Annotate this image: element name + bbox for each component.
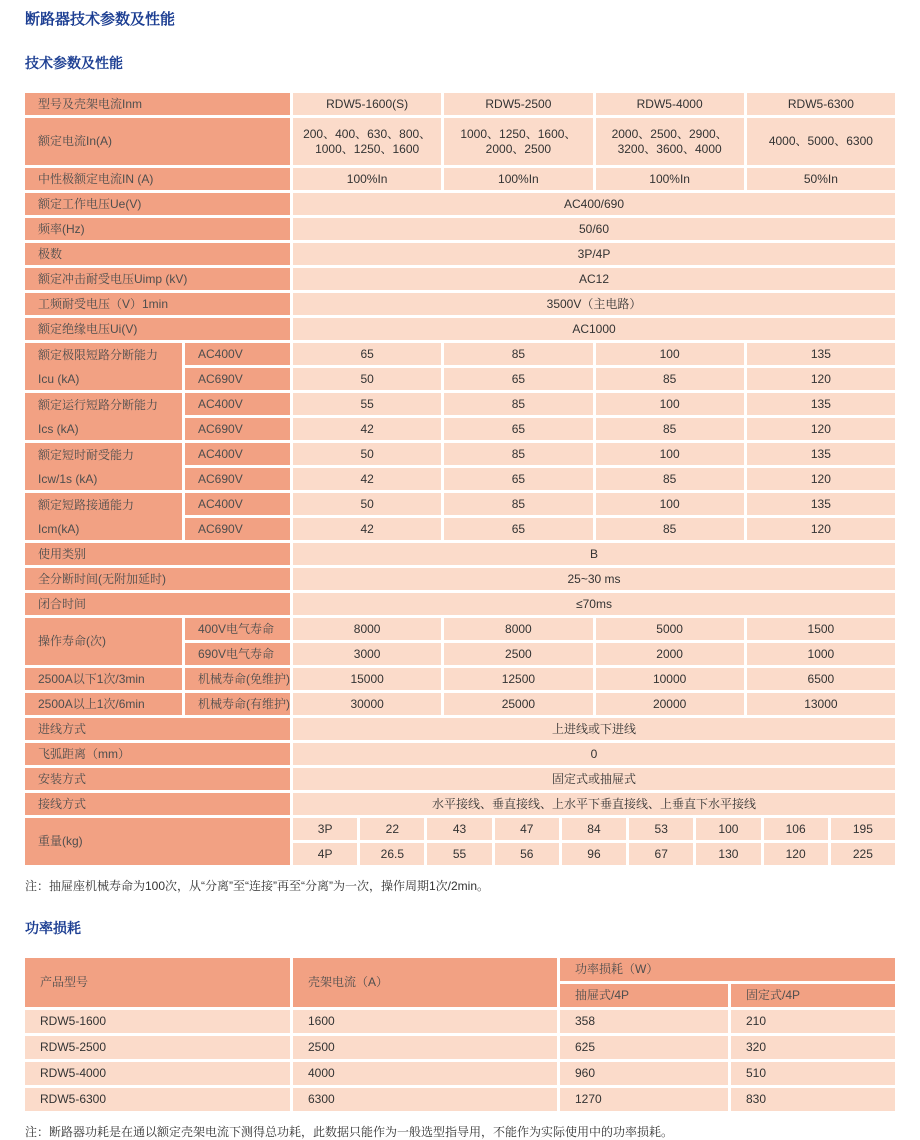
row-label-line2: Icu (kA) bbox=[38, 372, 80, 386]
fixed-loss-cell: 510 bbox=[731, 1062, 895, 1085]
value-cell: 2000、2500、2900、3200、3600、4000 bbox=[596, 118, 744, 165]
table-row bbox=[25, 118, 895, 165]
value-cell: 水平接线、垂直接线、上水平下垂直接线、上垂直下水平接线 bbox=[293, 793, 895, 815]
value-cell: 5000 bbox=[596, 618, 744, 640]
value-cell: 65 bbox=[444, 418, 592, 440]
value-cell: 固定式或抽屉式 bbox=[293, 768, 895, 790]
value-cell: 100%In bbox=[293, 168, 441, 190]
table-row-group bbox=[25, 343, 895, 390]
value-cell: ≤70ms bbox=[293, 593, 895, 615]
value-cell: 50%In bbox=[747, 168, 895, 190]
drawer-loss-cell: 625 bbox=[560, 1036, 728, 1059]
column-header: 固定式/4P bbox=[731, 984, 895, 1007]
table-row bbox=[25, 793, 895, 815]
row-label: 进线方式 bbox=[25, 718, 290, 740]
table-row bbox=[25, 693, 895, 715]
value-cell: 135 bbox=[747, 493, 895, 515]
value-cell: AC12 bbox=[293, 268, 895, 290]
row-label: 2500A以下1次/3min bbox=[25, 668, 182, 690]
column-header: 壳架电流（A） bbox=[293, 958, 557, 1007]
model-cell: RDW5-6300 bbox=[25, 1088, 290, 1111]
value-cell: 25~30 ms bbox=[293, 568, 895, 590]
sub-label: AC690V bbox=[185, 468, 290, 490]
table2-note: 注：断路器功耗是在通以额定壳架电流下测得总功耗，此数据只能作为一般选型指导用，不能作为实际使用中的功率损耗。 bbox=[25, 1125, 674, 1139]
frame-current-cell: 6300 bbox=[293, 1088, 557, 1111]
model-header: RDW5-1600(S) bbox=[293, 93, 441, 115]
value-cell: 56 bbox=[495, 843, 559, 865]
table-row bbox=[25, 768, 895, 790]
value-cell: 200、400、630、800、1000、1250、1600 bbox=[293, 118, 441, 165]
fixed-loss-cell: 210 bbox=[731, 1010, 895, 1033]
table-row bbox=[25, 193, 895, 215]
row-label-line2: Ics (kA) bbox=[38, 422, 79, 436]
table-row-group bbox=[25, 393, 895, 440]
value-cell: 20000 bbox=[596, 693, 744, 715]
table-row bbox=[25, 268, 895, 290]
sub-label: AC400V bbox=[185, 493, 290, 515]
row-label bbox=[25, 393, 182, 440]
row-label: 闭合时间 bbox=[25, 593, 290, 615]
table-row-group bbox=[25, 618, 895, 665]
value-cell: 50/60 bbox=[293, 218, 895, 240]
value-cell: 130 bbox=[696, 843, 760, 865]
drawer-loss-cell: 1270 bbox=[560, 1088, 728, 1111]
value-cell: 120 bbox=[747, 368, 895, 390]
value-cell: 120 bbox=[747, 418, 895, 440]
value-cell: 85 bbox=[596, 518, 744, 540]
column-header: 抽屉式/4P bbox=[560, 984, 728, 1007]
fixed-loss-cell: 320 bbox=[731, 1036, 895, 1059]
row-label bbox=[25, 443, 182, 490]
value-cell: 100 bbox=[596, 393, 744, 415]
sub-label: 690V电气寿命 bbox=[185, 643, 290, 665]
value-cell: AC400/690 bbox=[293, 193, 895, 215]
value-cell: 47 bbox=[495, 818, 559, 840]
row-label: 额定绝缘电压Ui(V) bbox=[25, 318, 290, 340]
value-cell: 1000 bbox=[747, 643, 895, 665]
value-cell: 135 bbox=[747, 393, 895, 415]
value-cell: 2500 bbox=[444, 643, 592, 665]
value-cell: 4P bbox=[293, 843, 357, 865]
sub-label: AC400V bbox=[185, 443, 290, 465]
row-label: 额定工作电压Ue(V) bbox=[25, 193, 290, 215]
row-label bbox=[25, 343, 182, 390]
value-cell: 3500V（主电路） bbox=[293, 293, 895, 315]
row-label: 额定冲击耐受电压Uimp (kV) bbox=[25, 268, 290, 290]
value-cell: 100 bbox=[596, 443, 744, 465]
table-row bbox=[25, 1088, 895, 1111]
value-cell: 13000 bbox=[747, 693, 895, 715]
row-label-line1: 额定短路接通能力 bbox=[38, 497, 135, 512]
value-cell: 上进线或下进线 bbox=[293, 718, 895, 740]
model-header: RDW5-6300 bbox=[747, 93, 895, 115]
value-cell: 65 bbox=[444, 468, 592, 490]
table-row bbox=[25, 593, 895, 615]
value-cell: 3P/4P bbox=[293, 243, 895, 265]
row-label: 飞弧距离（mm） bbox=[25, 743, 290, 765]
row-label: 全分断时间(无附加延时) bbox=[25, 568, 290, 590]
sub-label: AC690V bbox=[185, 418, 290, 440]
sub-label: AC690V bbox=[185, 518, 290, 540]
value-cell: 42 bbox=[293, 418, 441, 440]
row-label-line1: 额定极限短路分断能力 bbox=[38, 347, 159, 362]
table1-note: 注：抽屉座机械寿命为100次，从“分离”至“连接”再至“分离”为一次，操作周期1次/2min。 bbox=[25, 879, 490, 893]
value-cell: 120 bbox=[747, 518, 895, 540]
model-cell: RDW5-2500 bbox=[25, 1036, 290, 1059]
value-cell: 15000 bbox=[293, 668, 441, 690]
drawer-loss-cell: 358 bbox=[560, 1010, 728, 1033]
row-label-line1: 额定短时耐受能力 bbox=[38, 447, 135, 462]
page-title: 断路器技术参数及性能 bbox=[25, 11, 176, 28]
fixed-loss-cell: 830 bbox=[731, 1088, 895, 1111]
table-row bbox=[25, 293, 895, 315]
value-cell: 195 bbox=[831, 818, 895, 840]
row-label: 接线方式 bbox=[25, 793, 290, 815]
table-row bbox=[25, 1010, 895, 1033]
value-cell: 0 bbox=[293, 743, 895, 765]
value-cell: 1000、1250、1600、2000、2500 bbox=[444, 118, 592, 165]
value-cell: 8000 bbox=[444, 618, 592, 640]
spec-table bbox=[25, 93, 895, 865]
value-cell: 85 bbox=[444, 343, 592, 365]
value-cell: 85 bbox=[444, 493, 592, 515]
value-cell: 50 bbox=[293, 443, 441, 465]
value-cell: 100%In bbox=[444, 168, 592, 190]
table-row bbox=[25, 243, 895, 265]
table-row-group bbox=[25, 818, 895, 865]
value-cell: 96 bbox=[562, 843, 626, 865]
value-cell: 26.5 bbox=[360, 843, 424, 865]
row-label: 2500A以上1次/6min bbox=[25, 693, 182, 715]
column-header: 功率损耗（W） bbox=[560, 958, 895, 981]
row-label bbox=[25, 493, 182, 540]
sub-label: AC690V bbox=[185, 368, 290, 390]
value-cell: 8000 bbox=[293, 618, 441, 640]
value-cell: 4000、5000、6300 bbox=[747, 118, 895, 165]
value-cell: 120 bbox=[764, 843, 828, 865]
frame-current-cell: 2500 bbox=[293, 1036, 557, 1059]
row-label: 频率(Hz) bbox=[25, 218, 290, 240]
table-row bbox=[25, 1062, 895, 1085]
sub-label: AC400V bbox=[185, 343, 290, 365]
frame-current-cell: 4000 bbox=[293, 1062, 557, 1085]
model-cell: RDW5-1600 bbox=[25, 1010, 290, 1033]
section-technical-title: 技术参数及性能 bbox=[25, 55, 123, 71]
value-cell: 65 bbox=[444, 368, 592, 390]
value-cell: 120 bbox=[747, 468, 895, 490]
value-cell: 6500 bbox=[747, 668, 895, 690]
value-cell: 84 bbox=[562, 818, 626, 840]
value-cell: AC1000 bbox=[293, 318, 895, 340]
table-row bbox=[25, 93, 895, 115]
value-cell: 43 bbox=[427, 818, 491, 840]
table-row-group bbox=[25, 443, 895, 490]
value-cell: 100 bbox=[596, 493, 744, 515]
value-cell: 55 bbox=[427, 843, 491, 865]
value-cell: 42 bbox=[293, 518, 441, 540]
value-cell: 3P bbox=[293, 818, 357, 840]
sub-label: 机械寿命(免维护) bbox=[185, 668, 290, 690]
model-cell: RDW5-4000 bbox=[25, 1062, 290, 1085]
table-row bbox=[25, 668, 895, 690]
value-cell: 85 bbox=[444, 393, 592, 415]
row-label: 型号及壳架电流Inm bbox=[25, 93, 290, 115]
value-cell: 50 bbox=[293, 493, 441, 515]
drawer-loss-cell: 960 bbox=[560, 1062, 728, 1085]
table-row bbox=[25, 543, 895, 565]
value-cell: 85 bbox=[596, 468, 744, 490]
power-loss-table bbox=[25, 958, 895, 1111]
row-label: 操作寿命(次) bbox=[25, 618, 182, 665]
value-cell: 106 bbox=[764, 818, 828, 840]
value-cell: 12500 bbox=[444, 668, 592, 690]
row-label-line2: Icm(kA) bbox=[38, 522, 80, 536]
value-cell: 55 bbox=[293, 393, 441, 415]
value-cell: 100 bbox=[596, 343, 744, 365]
table-row bbox=[25, 1036, 895, 1059]
value-cell: 1500 bbox=[747, 618, 895, 640]
model-header: RDW5-4000 bbox=[596, 93, 744, 115]
row-label-line2: Icw/1s (kA) bbox=[38, 472, 98, 486]
sub-label: 400V电气寿命 bbox=[185, 618, 290, 640]
value-cell: 65 bbox=[444, 518, 592, 540]
value-cell: 100 bbox=[696, 818, 760, 840]
value-cell: 10000 bbox=[596, 668, 744, 690]
row-label: 安装方式 bbox=[25, 768, 290, 790]
column-header: 产品型号 bbox=[25, 958, 290, 1007]
value-cell: 2000 bbox=[596, 643, 744, 665]
row-label: 中性极额定电流IN (A) bbox=[25, 168, 290, 190]
value-cell: 85 bbox=[444, 443, 592, 465]
table-row bbox=[25, 568, 895, 590]
value-cell: 135 bbox=[747, 343, 895, 365]
table-row bbox=[25, 318, 895, 340]
value-cell: 65 bbox=[293, 343, 441, 365]
row-label: 重量(kg) bbox=[25, 818, 290, 865]
value-cell: 100%In bbox=[596, 168, 744, 190]
sub-label: AC400V bbox=[185, 393, 290, 415]
value-cell: 85 bbox=[596, 418, 744, 440]
row-label: 使用类别 bbox=[25, 543, 290, 565]
value-cell: 67 bbox=[629, 843, 693, 865]
row-label: 极数 bbox=[25, 243, 290, 265]
table-header-row bbox=[25, 958, 895, 1007]
value-cell: 30000 bbox=[293, 693, 441, 715]
value-cell: 25000 bbox=[444, 693, 592, 715]
row-label-line1: 额定运行短路分断能力 bbox=[38, 397, 159, 412]
frame-current-cell: 1600 bbox=[293, 1010, 557, 1033]
sub-label: 机械寿命(有维护) bbox=[185, 693, 290, 715]
value-cell: 53 bbox=[629, 818, 693, 840]
value-cell: 22 bbox=[360, 818, 424, 840]
table-row bbox=[25, 743, 895, 765]
value-cell: 42 bbox=[293, 468, 441, 490]
value-cell: 3000 bbox=[293, 643, 441, 665]
table-row bbox=[25, 168, 895, 190]
table-row bbox=[25, 218, 895, 240]
section-power-loss-title: 功率损耗 bbox=[25, 920, 81, 936]
row-label: 工频耐受电压（V）1min bbox=[25, 293, 290, 315]
value-cell: B bbox=[293, 543, 895, 565]
table-row-group bbox=[25, 493, 895, 540]
value-cell: 225 bbox=[831, 843, 895, 865]
row-label: 额定电流In(A) bbox=[25, 118, 290, 165]
model-header: RDW5-2500 bbox=[444, 93, 592, 115]
value-cell: 85 bbox=[596, 368, 744, 390]
table-row bbox=[25, 718, 895, 740]
value-cell: 50 bbox=[293, 368, 441, 390]
value-cell: 135 bbox=[747, 443, 895, 465]
